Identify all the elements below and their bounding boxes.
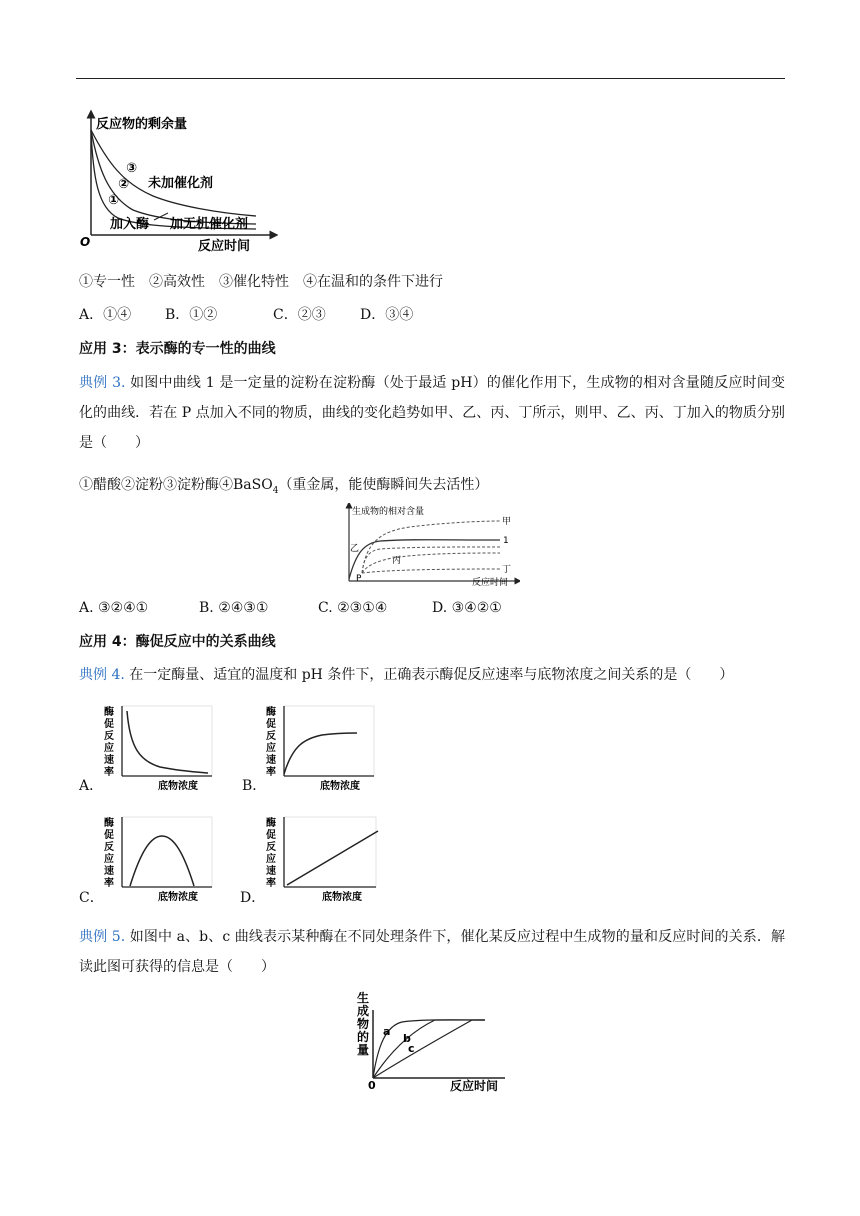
svg-text:应: 应 <box>266 743 276 754</box>
svg-text:成: 成 <box>357 1004 370 1018</box>
q2-items: ①专一性 ②高效性 ③催化特性 ④在温和的条件下进行 <box>79 274 443 290</box>
svg-text:速: 速 <box>104 755 114 766</box>
fig1-ylabel: 反应物的剩余量 <box>96 117 188 132</box>
label-b: b <box>403 1032 411 1045</box>
svg-text:反: 反 <box>266 842 276 853</box>
ex5-xlabel: 反应时间 <box>450 1079 499 1093</box>
svg-text:速: 速 <box>104 866 114 877</box>
marker-2: ② <box>118 177 130 192</box>
svg-text:率: 率 <box>104 767 114 778</box>
svg-text:反: 反 <box>104 842 114 853</box>
q2-option-a[interactable]: A．①④ <box>79 307 132 323</box>
ex4-tag: 典例 4. <box>79 667 125 683</box>
svg-text:量: 量 <box>357 1043 370 1057</box>
ex3-text: 如图中曲线 1 是一定量的淀粉在淀粉酶（处于最适 pH）的催化作用下，生成物的相对含量随反应时间变化的曲线．若在 P 点加入不同的物质，曲线的变化趋势如甲、乙、丙、丁所示，则甲、乙、丙、丁加入的物质分别是（ ） <box>79 375 785 451</box>
header-rule <box>76 78 785 79</box>
ex4-a-ylabel <box>104 705 114 778</box>
fig1-origin: O <box>80 235 91 249</box>
svg-text:促: 促 <box>104 719 114 730</box>
svg-text:应: 应 <box>266 854 276 865</box>
label-inorganic: 加无机催化剂 <box>170 217 249 232</box>
q2-option-c[interactable]: C．②③ <box>273 307 326 323</box>
svg-text:酶: 酶 <box>104 707 114 718</box>
label-enzyme: 加入酶 <box>110 217 150 232</box>
ex3-option-b[interactable]: B. ②④③① <box>199 600 269 616</box>
ex4-text: 在一定酶量、适宜的温度和 pH 条件下，正确表示酶促反应速率与底物浓度之间关系的是（ ） <box>129 667 734 683</box>
section-app4-title: 应用 4：酶促反应中的关系曲线 <box>79 634 276 650</box>
curve-bing <box>362 553 500 573</box>
q2-option-d[interactable]: D．③④ <box>360 307 414 323</box>
svg-text:促: 促 <box>266 830 276 841</box>
figure-product-amount <box>350 990 510 1098</box>
q2-option-b[interactable]: B．①② <box>165 307 218 323</box>
ex4-chart-c[interactable] <box>100 814 215 904</box>
svg-text:速: 速 <box>266 755 276 766</box>
label-1: 1 <box>503 536 509 546</box>
svg-text:应: 应 <box>104 854 114 865</box>
label-p: P <box>356 574 362 584</box>
curve-ding <box>362 569 500 573</box>
svg-text:酶: 酶 <box>104 818 114 829</box>
label-yi: 乙 <box>350 544 360 554</box>
ex4-chart-a[interactable] <box>100 703 215 793</box>
ex3-tag: 典例 3. <box>79 375 126 391</box>
fig1-xlabel: 反应时间 <box>198 239 251 254</box>
ex4-d-ylabel <box>266 816 276 889</box>
ex4-option-a[interactable]: A． <box>79 778 104 794</box>
svg-text:生: 生 <box>357 991 370 1005</box>
label-a: a <box>383 1025 391 1038</box>
label-c: c <box>408 1042 415 1055</box>
curve-1 <box>349 540 500 579</box>
section-app3-title: 应用 3：表示酶的专一性的曲线 <box>79 341 276 357</box>
svg-text:促: 促 <box>266 719 276 730</box>
svg-text:物: 物 <box>357 1017 370 1031</box>
svg-text:反: 反 <box>104 731 114 742</box>
svg-text:速: 速 <box>266 866 276 877</box>
marker-1: ① <box>108 193 120 208</box>
svg-text:反: 反 <box>266 731 276 742</box>
figure-reactant-remaining <box>78 108 278 256</box>
svg-text:酶: 酶 <box>266 818 276 829</box>
svg-text:率: 率 <box>266 878 276 889</box>
ex5-question <box>79 922 785 982</box>
ex4-chart-d[interactable] <box>262 814 380 904</box>
ex4-option-c[interactable]: C． <box>79 890 104 906</box>
marker-3: ③ <box>126 161 138 176</box>
ex3-fig-ylabel: 生成物的相对含量 <box>352 507 425 517</box>
ex4-option-d[interactable]: D． <box>240 890 266 906</box>
ex3-option-c[interactable]: C. ②③①④ <box>318 600 388 616</box>
ex4-option-b[interactable]: B． <box>242 778 267 794</box>
figure-product-content <box>340 503 520 591</box>
svg-text:应: 应 <box>104 743 114 754</box>
ex4-b-ylabel <box>266 705 276 778</box>
label-jia: 甲 <box>502 517 512 527</box>
ex4-d-xlabel: 底物浓度 <box>322 892 362 903</box>
ex4-question <box>79 665 733 685</box>
svg-text:的: 的 <box>357 1030 370 1044</box>
ex5-origin: 0 <box>368 1079 376 1092</box>
ex5-tag: 典例 5. <box>79 929 126 945</box>
ex3-fig-xlabel: 反应时间 <box>472 578 509 588</box>
ex3-option-d[interactable]: D. ③④②① <box>432 600 502 616</box>
label-bing: 丙 <box>392 556 402 566</box>
ex3-option-a[interactable]: A. ③②④① <box>79 600 149 616</box>
svg-text:促: 促 <box>104 830 114 841</box>
ex3-question <box>79 368 785 458</box>
ex4-a-xlabel: 底物浓度 <box>158 781 198 792</box>
label-ding: 丁 <box>502 565 512 575</box>
ex4-c-xlabel: 底物浓度 <box>158 892 198 903</box>
ex4-b-xlabel: 底物浓度 <box>320 781 360 792</box>
ex4-chart-b[interactable] <box>262 703 377 793</box>
svg-text:率: 率 <box>104 878 114 889</box>
ex5-ylabel <box>357 990 369 1057</box>
svg-text:酶: 酶 <box>266 707 276 718</box>
ex4-c-ylabel <box>104 816 114 889</box>
svg-text:率: 率 <box>266 767 276 778</box>
label-no-catalyst: 未加催化剂 <box>148 176 214 191</box>
ex5-text: 如图中 a、b、c 曲线表示某种酶在不同处理条件下，催化某反应过程中生成物的量和反应时间的关系．解读此图可获得的信息是（ ） <box>79 929 785 975</box>
ex3-items: ①醋酸②淀粉③淀粉酶④BaSO$_4$（重金属，能使酶瞬间失去活性） <box>79 477 489 496</box>
